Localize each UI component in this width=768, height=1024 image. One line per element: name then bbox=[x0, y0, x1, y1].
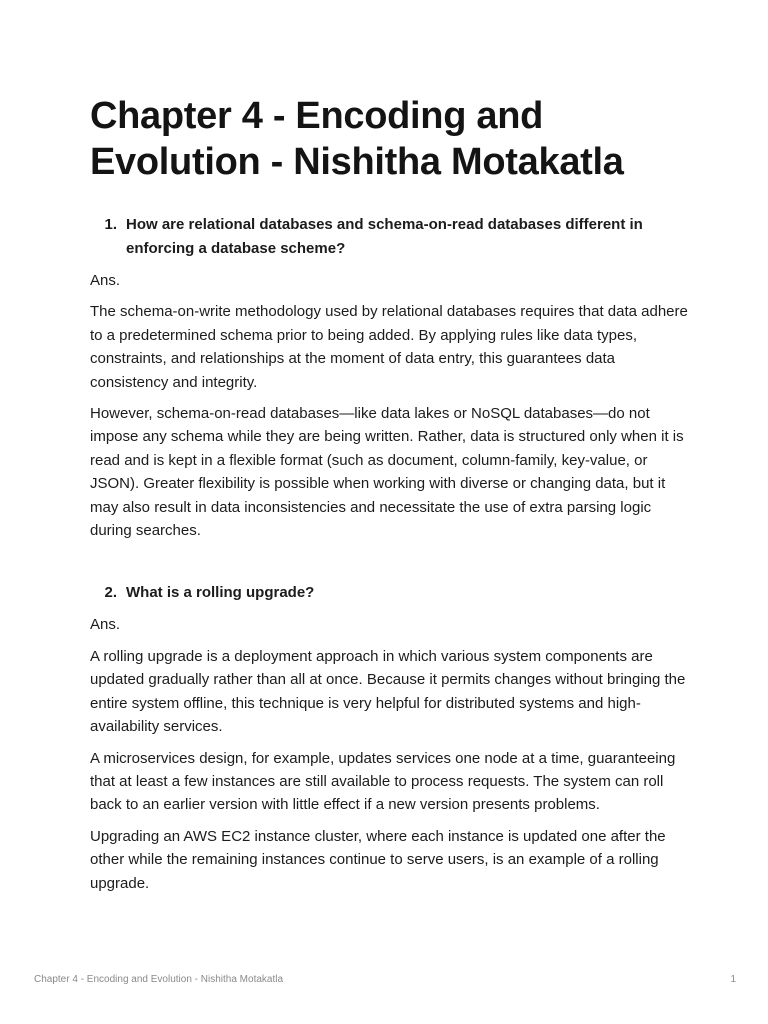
question-1 bbox=[90, 213, 690, 261]
question-number: 2. bbox=[104, 584, 117, 602]
answer-paragraph: A rolling upgrade is a deployment approach in which various system components are updated gradually rather than all at once. Because it permits changes without bringing the entire system offline, this technique is very helpful for distributed systems and high-availability services. bbox=[90, 647, 686, 736]
question-text: What is a rolling upgrade? bbox=[126, 584, 315, 602]
footer-title: Chapter 4 - Encoding and Evolution - Nishitha Motakatla bbox=[34, 974, 284, 985]
section-spacer bbox=[90, 550, 690, 581]
footer-page-number: 1 bbox=[730, 974, 736, 985]
answer-label: Ans. bbox=[90, 272, 121, 289]
answer-paragraph: A microservices design, for example, updates services one node at a time, guaranteeing that at least a few instances are still available to process requests. The system can roll back to an earlier version with little effect if a new version presents problems. bbox=[90, 749, 676, 814]
question-number: 1. bbox=[104, 216, 117, 233]
answer-paragraph: The schema-on-write methodology used by relational databases requires that data adhere to a predetermined schema prior to being added. By applying rules like data types, constraints, and relationships at the moment of data entry, this guarantees data consistency and integrity. bbox=[90, 303, 688, 391]
answer-paragraph: However, schema-on-read databases—like data lakes or NoSQL databases—do not impose any schema while they are being written. Rather, data is structured only when it is read and is kept in a flexible format (such as document, column-family, key-value, or JSON). Greater flexibility is possible when working with diverse or changing data, but it may also result in data inconsistencies and necessitate the use of extra parsing logic during searches. bbox=[90, 405, 684, 540]
page-footer bbox=[34, 974, 736, 990]
document-title: Chapter 4 - Encoding and Evolution - Nishitha Motakatla bbox=[90, 95, 624, 183]
question-text: How are relational databases and schema-on-read databases different in enforcing a database scheme? bbox=[126, 216, 643, 257]
answer-label: Ans. bbox=[90, 616, 121, 634]
page-content bbox=[90, 93, 690, 903]
question-2 bbox=[90, 581, 690, 605]
answer-paragraph: Upgrading an AWS EC2 instance cluster, where each instance is updated one after the other while the remaining instances continue to serve users, is an example of a rolling upgrade. bbox=[90, 827, 666, 892]
